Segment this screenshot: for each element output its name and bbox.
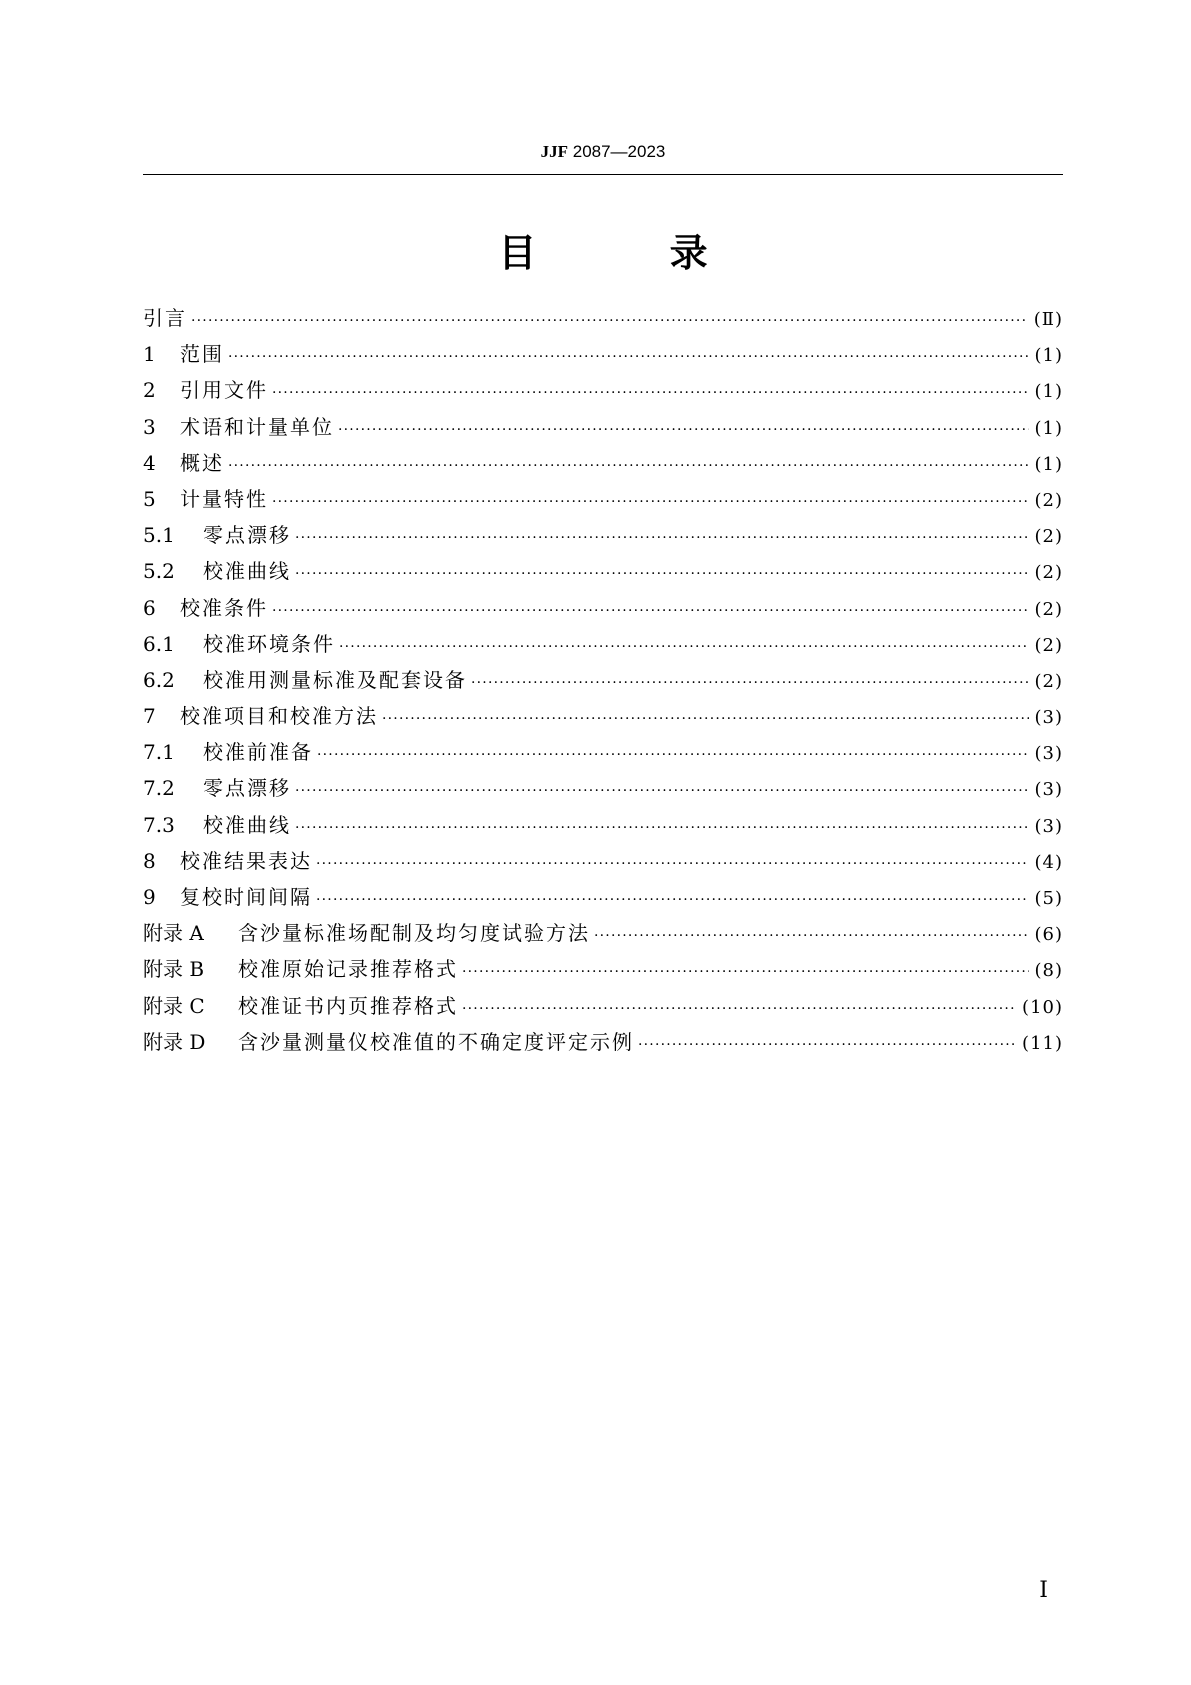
toc-entry-number: 6.1: [143, 631, 175, 656]
toc-entry-page: (11): [1022, 1032, 1063, 1054]
toc-entry-title: 校准前准备: [203, 740, 313, 765]
toc-entry-title: 校准项目和校准方法: [180, 704, 378, 729]
toc-entry-title: 计量特性: [180, 486, 268, 511]
toc-dot-leader: [191, 313, 1028, 329]
toc-entry-number: 附录 C: [143, 993, 205, 1018]
toc-entry-number: 8: [143, 848, 156, 873]
toc-dot-leader: [462, 964, 1029, 980]
toc-entry-page: (4): [1034, 851, 1063, 873]
toc-entry-number: 附录 B: [143, 957, 205, 982]
toc-entry-title: 零点漂移: [203, 776, 291, 801]
toc-entry-page: (5): [1034, 888, 1063, 909]
toc-entry-page: (1): [1034, 381, 1063, 403]
toc-entry[interactable]: [143, 881, 1063, 917]
toc-entry[interactable]: [143, 664, 1063, 700]
toc-entry[interactable]: [143, 917, 1063, 953]
toc-entry[interactable]: [143, 447, 1063, 483]
toc-entry-title: 校准环境条件: [203, 631, 335, 656]
toc-entry-number: 6.2: [143, 667, 175, 692]
toc-dot-leader: [382, 711, 1029, 727]
toc-entry-page: (10): [1022, 996, 1063, 1018]
toc-entry[interactable]: [143, 592, 1063, 628]
toc-entry-title: 校准证书内页推荐格式: [238, 993, 458, 1018]
toc-entry[interactable]: [143, 483, 1063, 519]
toc-entry[interactable]: [143, 809, 1063, 845]
toc-entry[interactable]: [143, 700, 1063, 736]
toc-entry-page: (3): [1034, 779, 1063, 801]
toc-entry[interactable]: [143, 990, 1063, 1026]
toc-entry[interactable]: [143, 519, 1063, 555]
toc-entry[interactable]: [143, 736, 1063, 772]
toc-dot-leader: [228, 458, 1029, 474]
toc-entry-title: 校准用测量标准及配套设备: [203, 667, 467, 692]
toc-entry[interactable]: [143, 772, 1063, 808]
toc-entry-number: 附录 D: [143, 1029, 206, 1054]
toc-entry-page: (3): [1034, 815, 1063, 837]
toc-entry[interactable]: [143, 1026, 1063, 1062]
toc-entry-number: 7: [143, 704, 156, 729]
toc-dot-leader: [462, 1001, 1016, 1017]
toc-entry-number: 5.1: [143, 523, 175, 548]
toc-entry-title: 校准曲线: [203, 812, 291, 837]
toc-entry-title: 术语和计量单位: [180, 414, 334, 439]
toc-dot-leader: [339, 639, 1029, 655]
toc-entry-page: (2): [1034, 598, 1063, 620]
toc-dot-leader: [316, 856, 1029, 872]
toc-entry-title: 校准结果表达: [180, 848, 312, 873]
toc-entry-number: 6: [143, 595, 156, 620]
standard-number: 2087—2023: [572, 142, 666, 161]
toc-dot-leader: [295, 820, 1029, 836]
toc-entry-page: (3): [1034, 743, 1063, 765]
toc-entry-number: 7.1: [143, 740, 175, 765]
toc-dot-leader: [272, 494, 1029, 510]
toc-entry-page: (2): [1034, 489, 1063, 511]
toc-entry-number: 5.2: [143, 559, 175, 584]
toc-entry-number: 9: [143, 885, 156, 909]
toc-entry-title: 校准条件: [180, 595, 268, 620]
toc-dot-leader: [272, 385, 1029, 401]
toc-entry-title: 校准曲线: [203, 559, 291, 584]
toc-entry-page: (3): [1034, 707, 1063, 729]
toc-dot-leader: [272, 603, 1029, 619]
toc-dot-leader: [295, 566, 1029, 582]
toc-entry-page: (2): [1034, 670, 1063, 692]
toc-entry-title: 含沙量测量仪校准值的不确定度评定示例: [238, 1029, 634, 1054]
toc-entry-page: (1): [1034, 345, 1063, 367]
toc-entry-page: (6): [1034, 924, 1063, 946]
toc-entry-number: 1: [143, 342, 156, 367]
toc-entry-title: 含沙量标准场配制及均匀度试验方法: [238, 921, 590, 946]
toc-entry[interactable]: [143, 628, 1063, 664]
toc-entry[interactable]: [143, 338, 1063, 374]
toc-entry-title: 范围: [180, 342, 224, 367]
toc-entry-number: 2: [143, 378, 156, 403]
toc-entry-page: (8): [1034, 960, 1063, 982]
running-header: [143, 142, 1063, 162]
toc-entry-number: 3: [143, 414, 156, 439]
toc-dot-leader: [317, 747, 1029, 763]
table-of-contents: [143, 302, 1063, 1062]
toc-entry[interactable]: [143, 411, 1063, 447]
toc-entry-number: 7.3: [143, 812, 175, 837]
toc-entry-page: (2): [1034, 526, 1063, 548]
toc-entry[interactable]: [143, 302, 1063, 338]
toc-dot-leader: [338, 422, 1029, 438]
toc-entry-number: 附录 A: [143, 921, 204, 946]
toc-entry[interactable]: [143, 374, 1063, 410]
toc-entry-page: (2): [1034, 562, 1063, 584]
toc-entry-title: 引用文件: [180, 378, 268, 403]
toc-entry[interactable]: [143, 953, 1063, 989]
standard-prefix: JJF: [540, 142, 568, 161]
toc-dot-leader: [316, 892, 1029, 908]
toc-entry-page: (1): [1034, 417, 1063, 439]
toc-dot-leader: [638, 1037, 1016, 1053]
toc-entry-title: 零点漂移: [203, 523, 291, 548]
toc-entry-title: 引言: [143, 306, 187, 330]
toc-dot-leader: [594, 928, 1029, 944]
header-rule: [143, 174, 1063, 175]
toc-entry-page: (2): [1034, 634, 1063, 656]
toc-entry-title: 复校时间间隔: [180, 885, 312, 909]
toc-entry[interactable]: [143, 555, 1063, 591]
toc-dot-leader: [471, 675, 1029, 691]
toc-entry-page: (Ⅱ): [1033, 309, 1063, 330]
page-title: 目 录: [498, 231, 768, 275]
toc-entry[interactable]: [143, 845, 1063, 881]
toc-entry-number: 5: [143, 486, 156, 511]
toc-entry-title: 概述: [180, 450, 224, 475]
toc-dot-leader: [295, 530, 1029, 546]
toc-entry-title: 校准原始记录推荐格式: [238, 957, 458, 982]
page-number: Ⅰ: [1039, 1578, 1048, 1603]
toc-dot-leader: [228, 349, 1029, 365]
toc-entry-number: 4: [143, 450, 156, 475]
toc-dot-leader: [295, 783, 1029, 799]
toc-entry-page: (1): [1034, 453, 1063, 475]
toc-entry-number: 7.2: [143, 776, 175, 801]
